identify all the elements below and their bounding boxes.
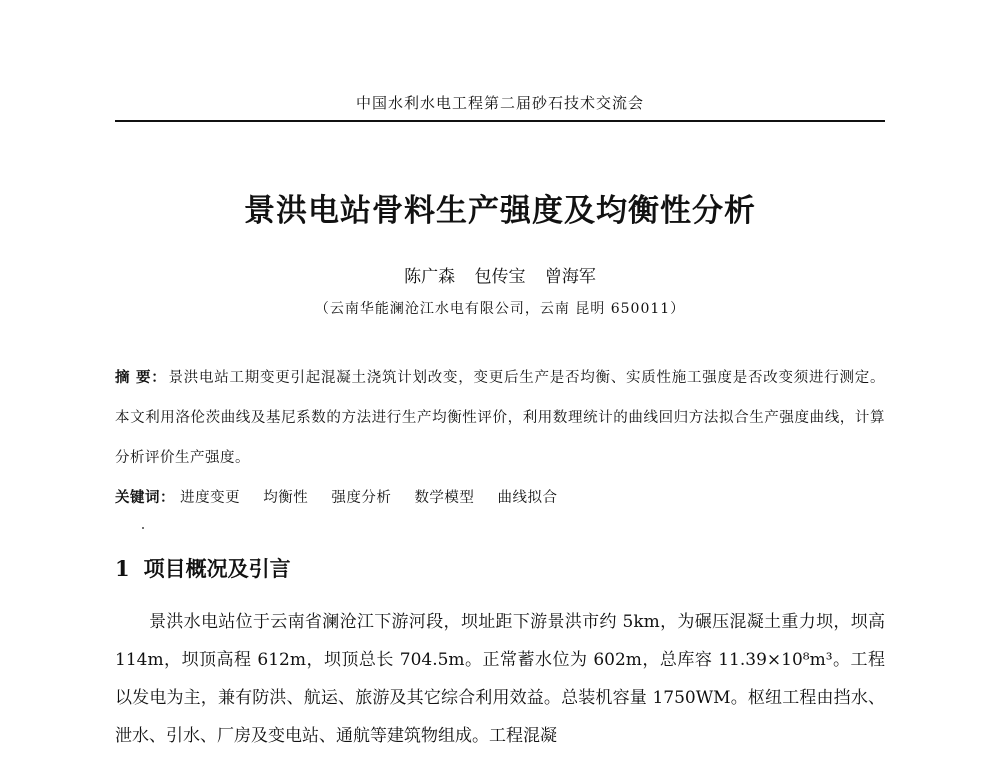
scan-dot	[142, 527, 144, 529]
keyword: 均衡性	[263, 490, 309, 506]
section-title: 项目概况及引言	[143, 556, 291, 581]
keyword: 曲线拟合	[497, 490, 558, 506]
keywords	[115, 486, 885, 507]
abstract	[115, 358, 885, 478]
header-rule	[115, 120, 885, 122]
running-header: 中国水利水电工程第二届砂石技术交流会	[355, 94, 644, 112]
authors: 陈广森 包传宝 曾海军	[404, 267, 596, 287]
section-number: 1	[115, 556, 130, 581]
abstract-text: 景洪电站工期变更引起混凝土浇筑计划改变，变更后生产是否均衡、实质性施工强度是否改变须进行测定。本文利用洛伦茨曲线及基尼系数的方法进行生产均衡性评价，利用数理统计的曲线回归方法拟合生产强度曲线，计算分析评价生产强度。	[115, 370, 885, 466]
paper-title: 景洪电站骨料生产强度及均衡性分析	[244, 193, 756, 229]
section-heading	[115, 553, 885, 583]
keyword: 数学模型	[414, 490, 475, 506]
keyword: 强度分析	[331, 490, 392, 506]
body-paragraph: 景洪水电站位于云南省澜沧江下游河段，坝址距下游景洪市约 5km，为碾压混凝土重力坝，坝高 114m，坝顶高程 612m，坝顶总长 704.5m。正常蓄水位为 602m，总库容 11.39×10⁸m³。工程以发电为主，兼有防洪、航运、旅游及其它综合利用效益。总装机容量 1750WM。枢纽工程由挡水、泄水、引水、厂房及变电站、通航等建筑物组成。工程混凝	[115, 612, 885, 746]
abstract-label: 摘 要：	[115, 369, 167, 386]
keywords-label: 关键词：	[115, 489, 175, 506]
keyword: 进度变更	[180, 490, 241, 506]
affiliation: （云南华能澜沧江水电有限公司，云南 昆明 650011）	[314, 301, 686, 317]
